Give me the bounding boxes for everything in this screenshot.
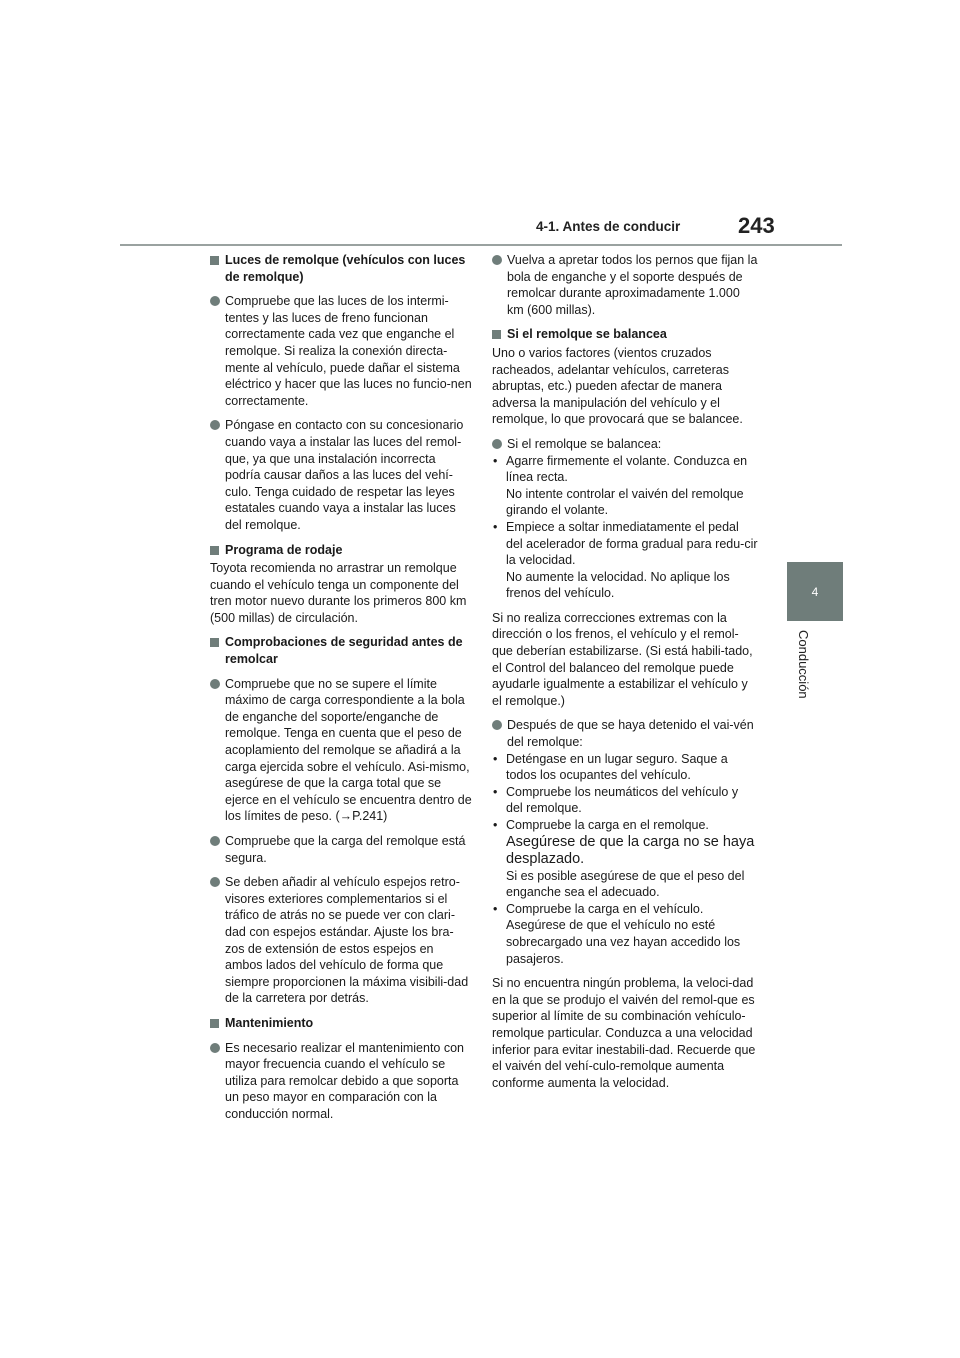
circle-bullet-icon: [210, 420, 220, 430]
sub-item: • Empiece a soltar inmediatamente el pedal del acelerador de forma gradual para redu-cir la velocidad. No aumente la velocidad. No aplique los frenos del vehículo.: [493, 519, 758, 601]
square-bullet-icon: [210, 256, 219, 265]
sub-item: • Agarre firmemente el volante. Conduzca en línea recta. No intente controlar el vaivén del remolque girando el volante.: [493, 453, 748, 518]
bullet-item: Es necesario realizar el mantenimiento con mayor frecuencia cuando el vehículo se utiliza para remolcar debido a que soporta un peso mayor en comparación con la conducción normal.: [210, 1040, 472, 1123]
paragraph: Si no realiza correcciones extremas con la dirección o los frenos, el vehículo y el remol-que deberían estabilizarse. (Si está habili-tado, el Control del balanceo del remolque puede ayudarle igualmente a estabilizar el vehículo y el remolque.): [492, 610, 753, 708]
paragraph: Toyota recomienda no arrastrar un remolque cuando el vehículo tenga un componente del tren motor nuevo durante los primeros 800 km (500 millas) de circulación.: [210, 561, 467, 625]
header-divider: [120, 244, 842, 246]
section-heading: Luces de remolque (vehículos con luces de remolque): [210, 252, 472, 285]
circle-bullet-icon: [210, 679, 220, 689]
chapter-number: 4: [811, 584, 819, 599]
bullet-item: Se deben añadir al vehículo espejos retro-visores exteriores complementarios si el tráfico de atrás no se puede ver con clari-dad con espejos estándar. Ajuste los bra-zos de extensión de estos espejos en ambos lados del vehículo de forma que siempre proporcionen la máxima visibili-dad de la carretera por detrás.: [210, 874, 472, 1007]
circle-bullet-icon: [210, 877, 220, 887]
chapter-tab: [787, 562, 843, 621]
section-title: 4-1. Antes de conducir: [536, 219, 681, 234]
square-bullet-icon: [210, 1019, 219, 1028]
bullet-item: Póngase en contacto con su concesionario cuando vaya a instalar las luces del remol-que, ya que una instalación incorrecta podría causar daños a las luces del vehí-culo. Tenga cuidado de respetar las leyes estatales cuando vaya a instalar las luces del remolque.: [210, 417, 472, 533]
right-column: [492, 252, 758, 1099]
square-bullet-icon: [492, 330, 501, 339]
bullet-item: Vuelva a apretar todos los pernos que fijan la bola de enganche y el soporte después de remolcar durante aproximadamente 1.000 km (600 millas).: [492, 252, 758, 318]
bullet-item: Compruebe que no se supere el límite máximo de carga correspondiente a la bola de enganche del soporte/enganche de remolque. Tenga en cuenta que el peso de acoplamiento del remolque se añadirá a la carga ejercida sobre el vehículo. Asi-mismo, asegúrese de que la carga total que se ejerce en el vehículo se encuentra dentro de los límites de peso. (→P.241): [210, 676, 472, 825]
chapter-label: Conducción: [796, 630, 811, 699]
bullet-item: Compruebe que las luces de los intermi-tentes y las luces de freno funcionan correctamente cada vez que enganche el remolque. Si realiza la conexión directa-mente al vehículo, puede dañar el sistema eléctrico y hacer que las luces no funcio-nen correctamente.: [210, 293, 472, 409]
circle-bullet-icon: [492, 255, 502, 265]
sub-item: • Compruebe la carga en el remolque. Asegúrese de que la carga no se haya desplazado. Si es posible asegúrese de que el peso del enganche sea el adecuado.: [493, 818, 755, 900]
circle-bullet-icon: [492, 720, 502, 730]
section-heading: Programa de rodaje: [210, 542, 472, 559]
paragraph: Si no encuentra ningún problema, la veloci-dad en la que se produjo el vaivén del remol-que es superior al límite de su combinación vehículo-remolque particular. Conduzca a una velocidad inferior para evitar inestabili-dad. Recuerde que el vaivén del vehí-culo-remolque aumenta conforme aumenta la velocidad.: [492, 976, 756, 1090]
circle-bullet-icon: [210, 1043, 220, 1053]
sub-item: • Deténgase en un lugar seguro. Saque a todos los ocupantes del vehículo.: [493, 751, 728, 783]
bullet-item: Si el remolque se balancea: • Agarre firmemente el volante. Conduzca en línea recta. No intente controlar el vaivén del remolque girando el volante. • Empiece a soltar inmediatamente el pedal del acelerador de forma gradual para redu-cir la velocidad. No aumente la velocidad. No aplique los frenos del vehículo.: [493, 436, 758, 601]
section-heading: Comprobaciones de seguridad antes de remolcar: [210, 634, 472, 667]
circle-bullet-icon: [210, 836, 220, 846]
bullet-item: Después de que se haya detenido el vai-vén del remolque: • Deténgase en un lugar seguro. Saque a todos los ocupantes del vehículo. • Compruebe los neumáticos del vehículo y del remolque. • Compruebe la carga en el remolque. Asegúrese de que la carga no se haya desplazado. Si es posible asegúrese de que el peso del enganche sea el adecuado. • Compruebe la carga en el vehículo. Asegúrese de que el vehículo no esté sobrecargado una vez hayan accedido los pasajeros.: [492, 717, 758, 967]
paragraph: Uno o varios factores (vientos cruzados racheados, adelantar vehículos, carreteras abruptas, etc.) pueden afectar de manera adversa la manipulación del vehículo y el remolque, lo que provocará que se balancee.: [492, 345, 743, 427]
sub-item: • Compruebe la carga en el vehículo. Asegúrese de que el vehículo no esté sobrecargado una vez hayan accedido los pasajeros.: [493, 901, 741, 966]
square-bullet-icon: [210, 546, 219, 555]
bullet-item: Compruebe que la carga del remolque está segura.: [210, 833, 472, 866]
left-column: [210, 252, 472, 1131]
section-heading: Si el remolque se balancea: [492, 326, 758, 343]
page-number: 243: [738, 213, 775, 238]
square-bullet-icon: [210, 638, 219, 647]
circle-bullet-icon: [492, 439, 502, 449]
sub-item: • Compruebe los neumáticos del vehículo y del remolque.: [493, 784, 739, 816]
circle-bullet-icon: [210, 296, 220, 306]
section-heading: Mantenimiento: [210, 1015, 472, 1032]
